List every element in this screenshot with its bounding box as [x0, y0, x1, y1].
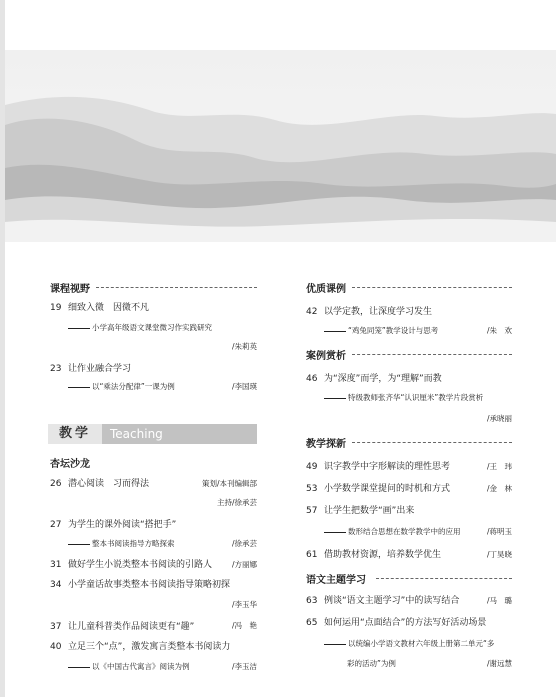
article-author: /承晓丽 [486, 414, 512, 423]
article-title: 立足三个“点”，激发寓言类整本书阅读力 [68, 642, 231, 652]
em-dash-line [68, 387, 90, 388]
landscape-banner [5, 50, 556, 242]
page-number: 40 [50, 642, 62, 652]
article-author: /马 璐 [486, 596, 512, 605]
page-number: 37 [50, 622, 62, 632]
toc-entry[interactable] [306, 371, 442, 384]
article-title: 为学生的课外阅读“搭把手” [68, 520, 177, 530]
toc-entry[interactable] [50, 577, 230, 590]
em-dash-line [324, 644, 346, 645]
article-title: 小学童话故事类整本书阅读指导策略初探 [68, 580, 231, 590]
article-author: /金 林 [486, 484, 512, 493]
toc-entry[interactable] [306, 304, 432, 317]
article-author: /王 玮 [486, 462, 512, 471]
article-subtitle [68, 322, 212, 333]
dashed-divider [352, 287, 512, 288]
article-title: 如何运用“点面结合”的方法写好活动场景 [324, 618, 487, 628]
article-author: /谢远慧 [486, 659, 512, 668]
article-subtitle [68, 661, 190, 672]
em-dash-line [68, 544, 90, 545]
article-subtitle-cont: 彩的活动”为例 [347, 659, 396, 668]
article-author: /李玉洁 [231, 662, 257, 671]
article-title: 借助教材资源，培养数学优生 [324, 550, 442, 560]
article-subtitle [68, 538, 175, 549]
article-author: /徐承芸 [231, 539, 257, 548]
subtitle-text: 以“乘法分配律”一课为例 [92, 382, 175, 391]
article-subtitle [324, 638, 494, 649]
dashed-divider [352, 442, 512, 443]
page-number: 49 [306, 462, 318, 472]
article-subtitle [324, 392, 483, 403]
toc-entry[interactable] [50, 639, 230, 652]
article-title: 为“深度”而学，为“理解”而教 [324, 374, 442, 384]
article-author: /丁昊晓 [486, 550, 512, 559]
teaching-section-band [48, 424, 257, 444]
section-title-course-vision: 课程视野 [50, 284, 90, 295]
mountain-painting [5, 50, 556, 242]
toc-entry[interactable] [50, 557, 212, 570]
article-subtitle [324, 325, 438, 336]
toc-entry[interactable] [306, 615, 486, 628]
subtitle-text: 以《中国古代寓言》阅读为例 [92, 662, 190, 671]
section-title-case-analysis: 案例赏析 [306, 351, 346, 362]
page-number: 61 [306, 550, 318, 560]
section-title-teaching-exploration: 教学探新 [306, 439, 346, 450]
page-number: 53 [306, 484, 318, 494]
subtitle-text: 小学高年级语文课堂微习作实践研究 [92, 323, 212, 332]
article-title: 让儿童科普类作品阅读更有“趣” [68, 622, 195, 632]
article-planner: 策划/本刊编辑部 [201, 479, 257, 488]
article-title: 潜心阅读 习而得法 [68, 479, 150, 489]
toc-entry[interactable] [306, 481, 450, 494]
subtitle-text: 整本书阅读指导方略探索 [92, 539, 175, 548]
article-subtitle [324, 526, 461, 537]
band-title-zh: 教学 [48, 424, 102, 444]
dashed-divider [96, 287, 257, 288]
article-title: 小学数学课堂提问的时机和方式 [324, 484, 451, 494]
page-number: 57 [306, 506, 318, 516]
page-number: 46 [306, 374, 318, 384]
section-title-chinese-theme-learning: 语文主题学习 [306, 575, 366, 586]
article-title: 识字教学中字形解读的理性思考 [324, 462, 451, 472]
section-title-quality-lessons: 优质课例 [306, 284, 346, 295]
article-subtitle [68, 381, 175, 392]
em-dash-line [324, 532, 346, 533]
article-author: /李国瑛 [231, 382, 257, 391]
article-title: 以学定教，让深度学习发生 [324, 307, 433, 317]
article-author: /李玉华 [231, 600, 257, 609]
page-number: 27 [50, 520, 62, 530]
article-author: /朱莉英 [231, 342, 257, 351]
toc-entry[interactable] [50, 476, 149, 489]
page-number: 31 [50, 560, 62, 570]
toc-entry[interactable] [50, 619, 194, 632]
subtitle-text: “鸡兔同笼”教学设计与思考 [348, 326, 439, 335]
article-author: /蒋明玉 [486, 527, 512, 536]
article-title: 细致入微 因微不凡 [68, 303, 150, 313]
page-number: 42 [306, 307, 318, 317]
article-title: 做好学生小说类整本书阅读的引路人 [68, 560, 213, 570]
subtitle-text: 数形结合思想在数学教学中的应用 [348, 527, 461, 536]
article-title: 让作业融合学习 [68, 364, 132, 374]
subtitle-text: 特级教师张齐华“认识厘米”教学片段赏析 [348, 393, 484, 402]
toc-entry[interactable] [306, 547, 441, 560]
page-number: 19 [50, 303, 62, 313]
band-title-en: Teaching [110, 427, 163, 441]
article-title: 让学生把数学“画”出来 [324, 506, 415, 516]
page-number: 63 [306, 596, 318, 606]
toc-entry[interactable] [50, 517, 176, 530]
toc-entry[interactable] [50, 300, 149, 313]
subtitle-text: 以统编小学语文教材六年级上册第二单元“多 [348, 639, 495, 648]
dashed-divider [352, 354, 512, 355]
em-dash-line [68, 328, 90, 329]
article-title: 例谈“语文主题学习”中的读写结合 [324, 596, 460, 606]
article-author: /冯 艳 [231, 621, 257, 630]
page-number: 23 [50, 364, 62, 374]
section-title-salon: 杏坛沙龙 [50, 459, 90, 470]
em-dash-line [324, 398, 346, 399]
page-number: 26 [50, 479, 62, 489]
toc-entry[interactable] [50, 361, 131, 374]
toc-entry[interactable] [306, 503, 414, 516]
page-number: 34 [50, 580, 62, 590]
page-number: 65 [306, 618, 318, 628]
toc-entry[interactable] [306, 459, 450, 472]
article-author: /方丽娜 [231, 560, 257, 569]
dashed-divider [376, 578, 512, 579]
em-dash-line [68, 667, 90, 668]
article-author: /朱 欢 [486, 326, 512, 335]
em-dash-line [324, 331, 346, 332]
article-host: 主持/徐承芸 [216, 498, 257, 507]
toc-entry[interactable] [306, 593, 459, 606]
